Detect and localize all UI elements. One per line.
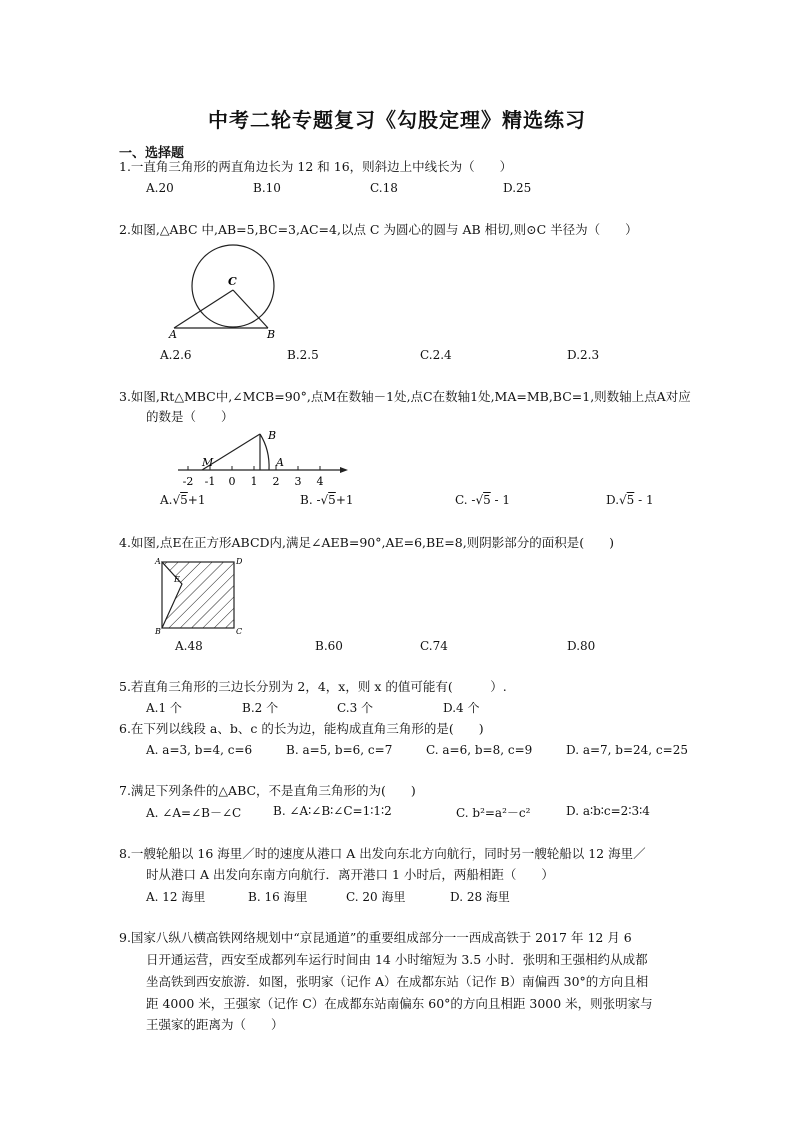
- label-a: A: [276, 456, 284, 469]
- question-2-option-a: A.2.6: [160, 348, 192, 362]
- tick-label: 1: [250, 475, 258, 488]
- question-9-stem-line-4: 距 4000 米，王强家（记作 C）在成都东站南偏东 60°的方向且相距 3000 米，则张明家与: [146, 996, 653, 1011]
- question-8-stem-line-1: 8.一艘轮船以 16 海里／时的速度从港口 A 出发向东北方向航行，同时另一艘轮船以 12 海里／: [119, 846, 646, 861]
- number-line-arrow: [340, 467, 348, 473]
- question-2-option-c: C.2.4: [420, 348, 452, 362]
- tick-label: -1: [204, 475, 216, 488]
- option-a-suffix: +1: [187, 493, 206, 507]
- label-b: B: [267, 328, 276, 340]
- question-7-option-a: A. ∠A=∠B－∠C: [146, 806, 242, 820]
- question-4-option-a: A.48: [175, 639, 203, 653]
- label-a: A: [155, 557, 161, 566]
- question-1-option-a: A.20: [146, 181, 174, 195]
- option-b-radicand: 5: [328, 493, 336, 507]
- question-8-option-d: D. 28 海里: [450, 890, 510, 904]
- question-7-option-d: D. a∶b∶c=2∶3∶4: [566, 804, 650, 818]
- option-c-radicand: 5: [483, 493, 491, 507]
- question-6-stem: 6.在下列以线段 a、b、c 的长为边，能构成直角三角形的是( ): [119, 721, 484, 736]
- option-c-suffix: - 1: [490, 493, 511, 507]
- question-4-figure: [152, 554, 244, 636]
- option-d-radicand: 5: [626, 493, 635, 507]
- option-c-prefix: C. -: [455, 493, 476, 507]
- option-d-prefix: D.: [606, 493, 620, 507]
- question-3-stem-line-1: 3.如图,Rt△MBC中,∠MCB=90°,点M在数轴－1处,点C在数轴1处,MA=MB,BC=1,则数轴上点A对应: [119, 389, 691, 404]
- question-4-option-d: D.80: [567, 639, 596, 653]
- question-8-stem-line-2: 时从港口 A 出发向东南方向航行．离开港口 1 小时后，两船相距（ ）: [146, 867, 554, 882]
- question-5-option-c: C.3 个: [337, 701, 374, 715]
- question-6-option-b: B. a=5, b=6, c=7: [286, 743, 393, 757]
- label-a: A: [169, 328, 177, 340]
- question-2-option-d: D.2.3: [567, 348, 600, 362]
- question-1-option-c: C.18: [370, 181, 398, 195]
- sqrt-icon: √: [619, 493, 627, 507]
- label-b: B: [155, 627, 161, 636]
- question-2-figure: [160, 242, 290, 340]
- tick-label: 2: [272, 475, 280, 488]
- label-m: M: [202, 456, 214, 469]
- option-a-prefix: A.: [160, 493, 173, 507]
- tick-label: 0: [228, 475, 236, 488]
- question-4-option-b: B.60: [315, 639, 343, 653]
- question-6-option-c: C. a=6, b=8, c=9: [426, 743, 533, 757]
- label-d: D: [236, 557, 243, 566]
- question-2-option-b: B.2.5: [287, 348, 319, 362]
- segment-ac: [174, 290, 233, 328]
- question-3-stem-line-2: 的数是（ ）: [146, 409, 234, 424]
- question-5-option-a: A.1 个: [146, 701, 182, 715]
- question-1-stem: 1.一直角三角形的两直角边长为 12 和 16，则斜边上中线长为（ ）: [119, 159, 513, 174]
- question-3-option-b: [300, 493, 354, 507]
- option-b-prefix: B. -: [300, 493, 321, 507]
- segment-cb: [233, 290, 268, 328]
- question-3-option-d: [606, 493, 654, 507]
- label-c: C: [236, 627, 243, 636]
- sqrt-icon: √: [320, 493, 329, 507]
- tick-label: -2: [182, 475, 194, 488]
- question-5-stem: 5.若直角三角形的三边长分别为 2，4，x，则 x 的值可能有( ）.: [119, 679, 507, 694]
- question-5-option-b: B.2 个: [242, 701, 279, 715]
- question-6-option-d: D. a=7, b=24, c=25: [566, 743, 688, 757]
- question-9-stem-line-3: 坐高铁到西安旅游．如图，张明家（记作 A）在成都东站（记作 B）南偏西 30°的方向且相: [146, 974, 649, 989]
- question-8-option-c: C. 20 海里: [346, 890, 406, 904]
- question-9-stem-line-5: 王强家的距离为（ ）: [146, 1017, 284, 1032]
- page-title: 中考二轮专题复习《勾股定理》精选练习: [208, 108, 586, 132]
- sqrt-icon: √: [475, 493, 484, 507]
- option-a-radicand: 5: [180, 493, 188, 507]
- question-3-option-a: [160, 493, 205, 507]
- question-8-option-a: A. 12 海里: [146, 890, 206, 904]
- question-4-stem: 4.如图,点E在正方形ABCD内,满足∠AEB=90°,AE=6,BE=8,则阴影部分的面积是( ): [119, 535, 614, 550]
- option-b-suffix: +1: [335, 493, 354, 507]
- question-8-option-b: B. 16 海里: [248, 890, 308, 904]
- question-7-option-c: C. b²=a²－c²: [456, 806, 531, 820]
- section-heading: 一、选择题: [119, 146, 185, 161]
- question-9-stem-line-2: 日开通运营，西安至成都列车运行时间由 14 小时缩短为 3.5 小时．张明和王强相约从成都: [146, 952, 648, 967]
- question-2-stem: 2.如图,△ABC 中,AB=5,BC=3,AC=4,以点 C 为圆心的圆与 AB 相切,则⊙C 半径为（ ）: [119, 222, 638, 237]
- question-1-option-d: D.25: [503, 181, 532, 195]
- question-9-stem-line-1: 9.国家八纵八横高铁网络规划中“京昆通道”的重要组成部分一一西成高铁于 2017 年 12 月 6: [119, 930, 632, 945]
- question-4-option-c: C.74: [420, 639, 448, 653]
- label-b: B: [268, 429, 277, 442]
- question-7-option-b: B. ∠A∶∠B∶∠C=1∶1∶2: [273, 804, 392, 818]
- label-e: E: [174, 575, 180, 584]
- question-7-stem: 7.满足下列条件的△ABC，不是直角三角形的为( ): [119, 783, 416, 798]
- question-1-option-b: B.10: [253, 181, 281, 195]
- question-3-figure: [172, 424, 352, 488]
- option-d-suffix: - 1: [634, 493, 654, 507]
- question-5-option-d: D.4 个: [443, 701, 480, 715]
- sqrt-icon: √: [172, 493, 181, 507]
- question-6-option-a: A. a=3, b=4, c=6: [146, 743, 253, 757]
- shaded-region: [162, 562, 234, 628]
- tick-label: 4: [316, 475, 324, 488]
- label-c: C: [228, 275, 237, 288]
- question-3-option-c: [455, 493, 510, 507]
- tick-label: 3: [294, 475, 302, 488]
